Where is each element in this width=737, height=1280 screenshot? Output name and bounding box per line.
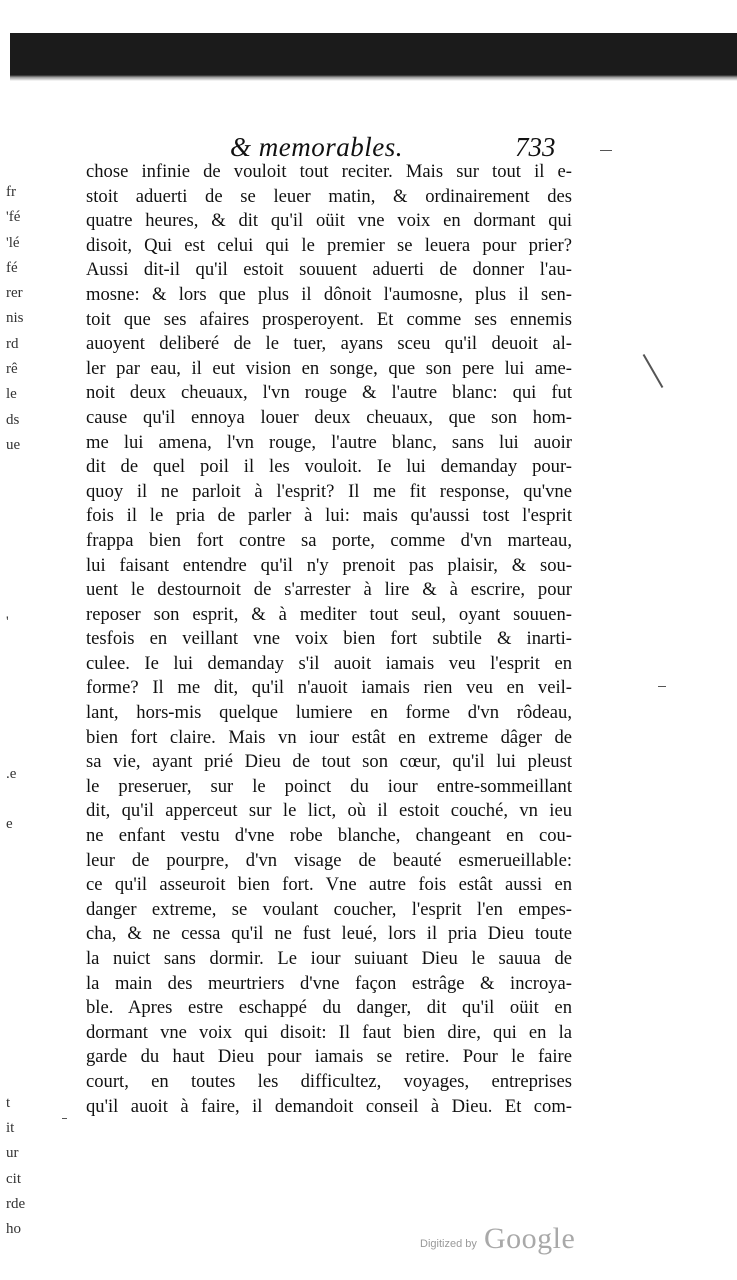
text-line: court, en toutes les difficultez, voyages, entreprises xyxy=(86,1070,572,1092)
text-line: uent le destournoit de s'arrester à lire & à escrire, pour xyxy=(86,579,572,601)
text-line: reposer son esprit, & à mediter tout seul, oyant souuen- xyxy=(86,603,572,625)
margin-fragment xyxy=(6,939,36,964)
margin-fragment: 'fé xyxy=(6,209,21,226)
text-line: ne enfant vestu d'vne robe blanche, changeant en cou- xyxy=(86,825,572,847)
margin-fragment xyxy=(6,711,36,736)
text-line: ler par eau, il eut vision en songe, que son pere lui ame- xyxy=(86,357,572,379)
margin-fragment xyxy=(6,990,36,1015)
text-line: culee. Ie lui demanday s'il auoit iamais veu l'esprit en xyxy=(86,652,572,674)
text-line: cause qu'il ennoya louer deux cheuaux, que son hom- xyxy=(86,406,572,428)
text-line: mosne: & lors que plus il dônoit l'aumosne, plus il sen- xyxy=(86,283,572,305)
text-line: stoit aduerti de se leuer matin, & ordinairement des xyxy=(86,185,572,207)
facing-page-fragments xyxy=(6,180,36,1242)
text-line: ce qu'il asseuroit bien fort. Vne autre fois estât aussi en xyxy=(86,874,572,896)
margin-fragment xyxy=(6,661,36,686)
margin-fragment: .e xyxy=(6,765,17,782)
margin-fragment: ' xyxy=(6,614,9,631)
text-line: sa vie, ayant prié Dieu de tout son cœur, qu'il lui pleust xyxy=(86,751,572,773)
margin-fragment: 'lé xyxy=(6,234,20,251)
margin-fragment xyxy=(6,964,36,989)
page-number: 733 xyxy=(515,132,556,162)
text-line: fois il le pria de parler à lui: mais qu'aussi tost l'esprit xyxy=(86,505,572,527)
margin-fragment xyxy=(6,888,36,913)
text-line: me lui amena, l'vn rouge, l'autre blanc, sans lui auoir xyxy=(86,431,572,453)
body-text xyxy=(86,160,572,1119)
margin-fragment: rer xyxy=(6,285,23,302)
running-head: & memorables. xyxy=(230,132,403,162)
text-line: garde du haut Dieu pour iamais se retire. Pour le faire xyxy=(86,1046,572,1068)
text-line: disoit, Qui est celui qui le premier se leuera pour prier? xyxy=(86,234,572,256)
text-line: quatre heures, & dit qu'il oüit vne voix en dormant qui xyxy=(86,210,572,232)
text-line: auoyent deliberé de le tuer, ayans sceu qu'il deuoit al- xyxy=(86,333,572,355)
margin-fragment xyxy=(6,635,36,660)
text-line: la main des meurtriers d'vne façon estrâge & incroya- xyxy=(86,972,572,994)
margin-fragment xyxy=(6,559,36,584)
text-line: la nuict sans dormir. Le iour suiuant Dieu le sauua de xyxy=(86,948,572,969)
margin-fragment xyxy=(6,1015,36,1040)
margin-fragment: e xyxy=(6,816,13,833)
margin-fragment xyxy=(6,686,36,711)
text-line: ble. Apres estre eschappé du danger, dit qu'il oüit en xyxy=(86,997,572,1019)
margin-fragment: ho xyxy=(6,1221,21,1238)
margin-fragment: ur xyxy=(6,1145,19,1162)
margin-fragment: t xyxy=(6,1094,11,1111)
scan-speck xyxy=(658,686,666,687)
text-line: dit, qu'il apperceut sur le lict, où il estoit couché, vn ieu xyxy=(86,800,572,822)
text-line: cha, & ne cessa qu'il ne fust leué, lors il pria Dieu toute xyxy=(86,923,572,945)
text-line: dormant vne voix qui disoit: Il faut bien dire, qui en la xyxy=(86,1021,572,1043)
margin-fragment: fé xyxy=(6,259,18,276)
text-line: quoy il ne parloit à l'esprit? Il me fit response, qu'vne xyxy=(86,480,572,502)
text-line: lant, hors-mis quelque lumiere en forme d'vn rôdeau, xyxy=(86,702,572,724)
text-line: toit que ses afaires prosperoyent. Et comme ses ennemis xyxy=(86,308,572,330)
text-line: lui faisant entendre qu'il n'y prenoit pas plaisir, & sou- xyxy=(86,554,572,576)
margin-fragment xyxy=(6,534,36,559)
margin-fragment: fr xyxy=(6,184,16,200)
text-line: dit de quel poil il les vouloit. Ie lui demanday pour- xyxy=(86,456,572,478)
margin-fragment xyxy=(6,914,36,939)
margin-fragment xyxy=(6,1040,36,1065)
text-line: qu'il auoit à faire, il demandoit conseil à Dieu. Et com- xyxy=(86,1095,572,1117)
margin-fragment xyxy=(6,1065,36,1090)
text-line: danger extreme, se voulant coucher, l'esprit l'en empes- xyxy=(86,898,572,920)
text-line: le preseruer, sur le poinct du iour entre-sommeillant xyxy=(86,775,572,797)
margin-fragment: cit xyxy=(6,1170,21,1187)
scan-speck xyxy=(643,354,664,388)
margin-fragment: rd xyxy=(6,335,19,352)
margin-fragment xyxy=(6,787,36,812)
text-line: tesfois en veillant vne voix bien fort subtile & inarti- xyxy=(86,628,572,650)
margin-fragment xyxy=(6,838,36,863)
text-line: frappa bien fort contre sa porte, comme d'vn marteau, xyxy=(86,529,572,551)
margin-fragment: rê xyxy=(6,361,18,378)
margin-fragment: ue xyxy=(6,436,21,453)
scan-speck xyxy=(62,1118,67,1119)
margin-fragment xyxy=(6,509,36,534)
margin-fragment xyxy=(6,737,36,762)
margin-fragment xyxy=(6,863,36,888)
text-line: chose infinie de vouloit tout reciter. Mais sur tout il e- xyxy=(86,161,572,182)
text-line: leur de pourpre, d'vn visage de beauté esmerueillable: xyxy=(86,849,572,871)
margin-fragment: ds xyxy=(6,411,20,428)
text-line: bien fort claire. Mais vn iour estât en extreme dâger de xyxy=(86,726,572,748)
margin-fragment: it xyxy=(6,1119,15,1136)
digitized-label: Digitized by xyxy=(420,1238,477,1250)
margin-fragment xyxy=(6,458,36,483)
text-line: forme? Il me dit, qu'il n'auoit iamais rien veu en veil- xyxy=(86,677,572,699)
text-line: Aussi dit-il qu'il estoit souuent aduerti de donner l'au- xyxy=(86,259,572,281)
margin-fragment: rde xyxy=(6,1195,26,1212)
google-logo: Google xyxy=(484,1222,576,1255)
margin-fragment xyxy=(6,484,36,509)
scan-top-band xyxy=(10,33,737,77)
text-line: noit deux cheuaux, l'vn rouge & l'autre blanc: qui fut xyxy=(86,382,572,404)
scan-speck xyxy=(600,150,612,151)
margin-fragment: nis xyxy=(6,310,24,327)
margin-fragment xyxy=(6,585,36,610)
margin-fragment: le xyxy=(6,386,17,403)
